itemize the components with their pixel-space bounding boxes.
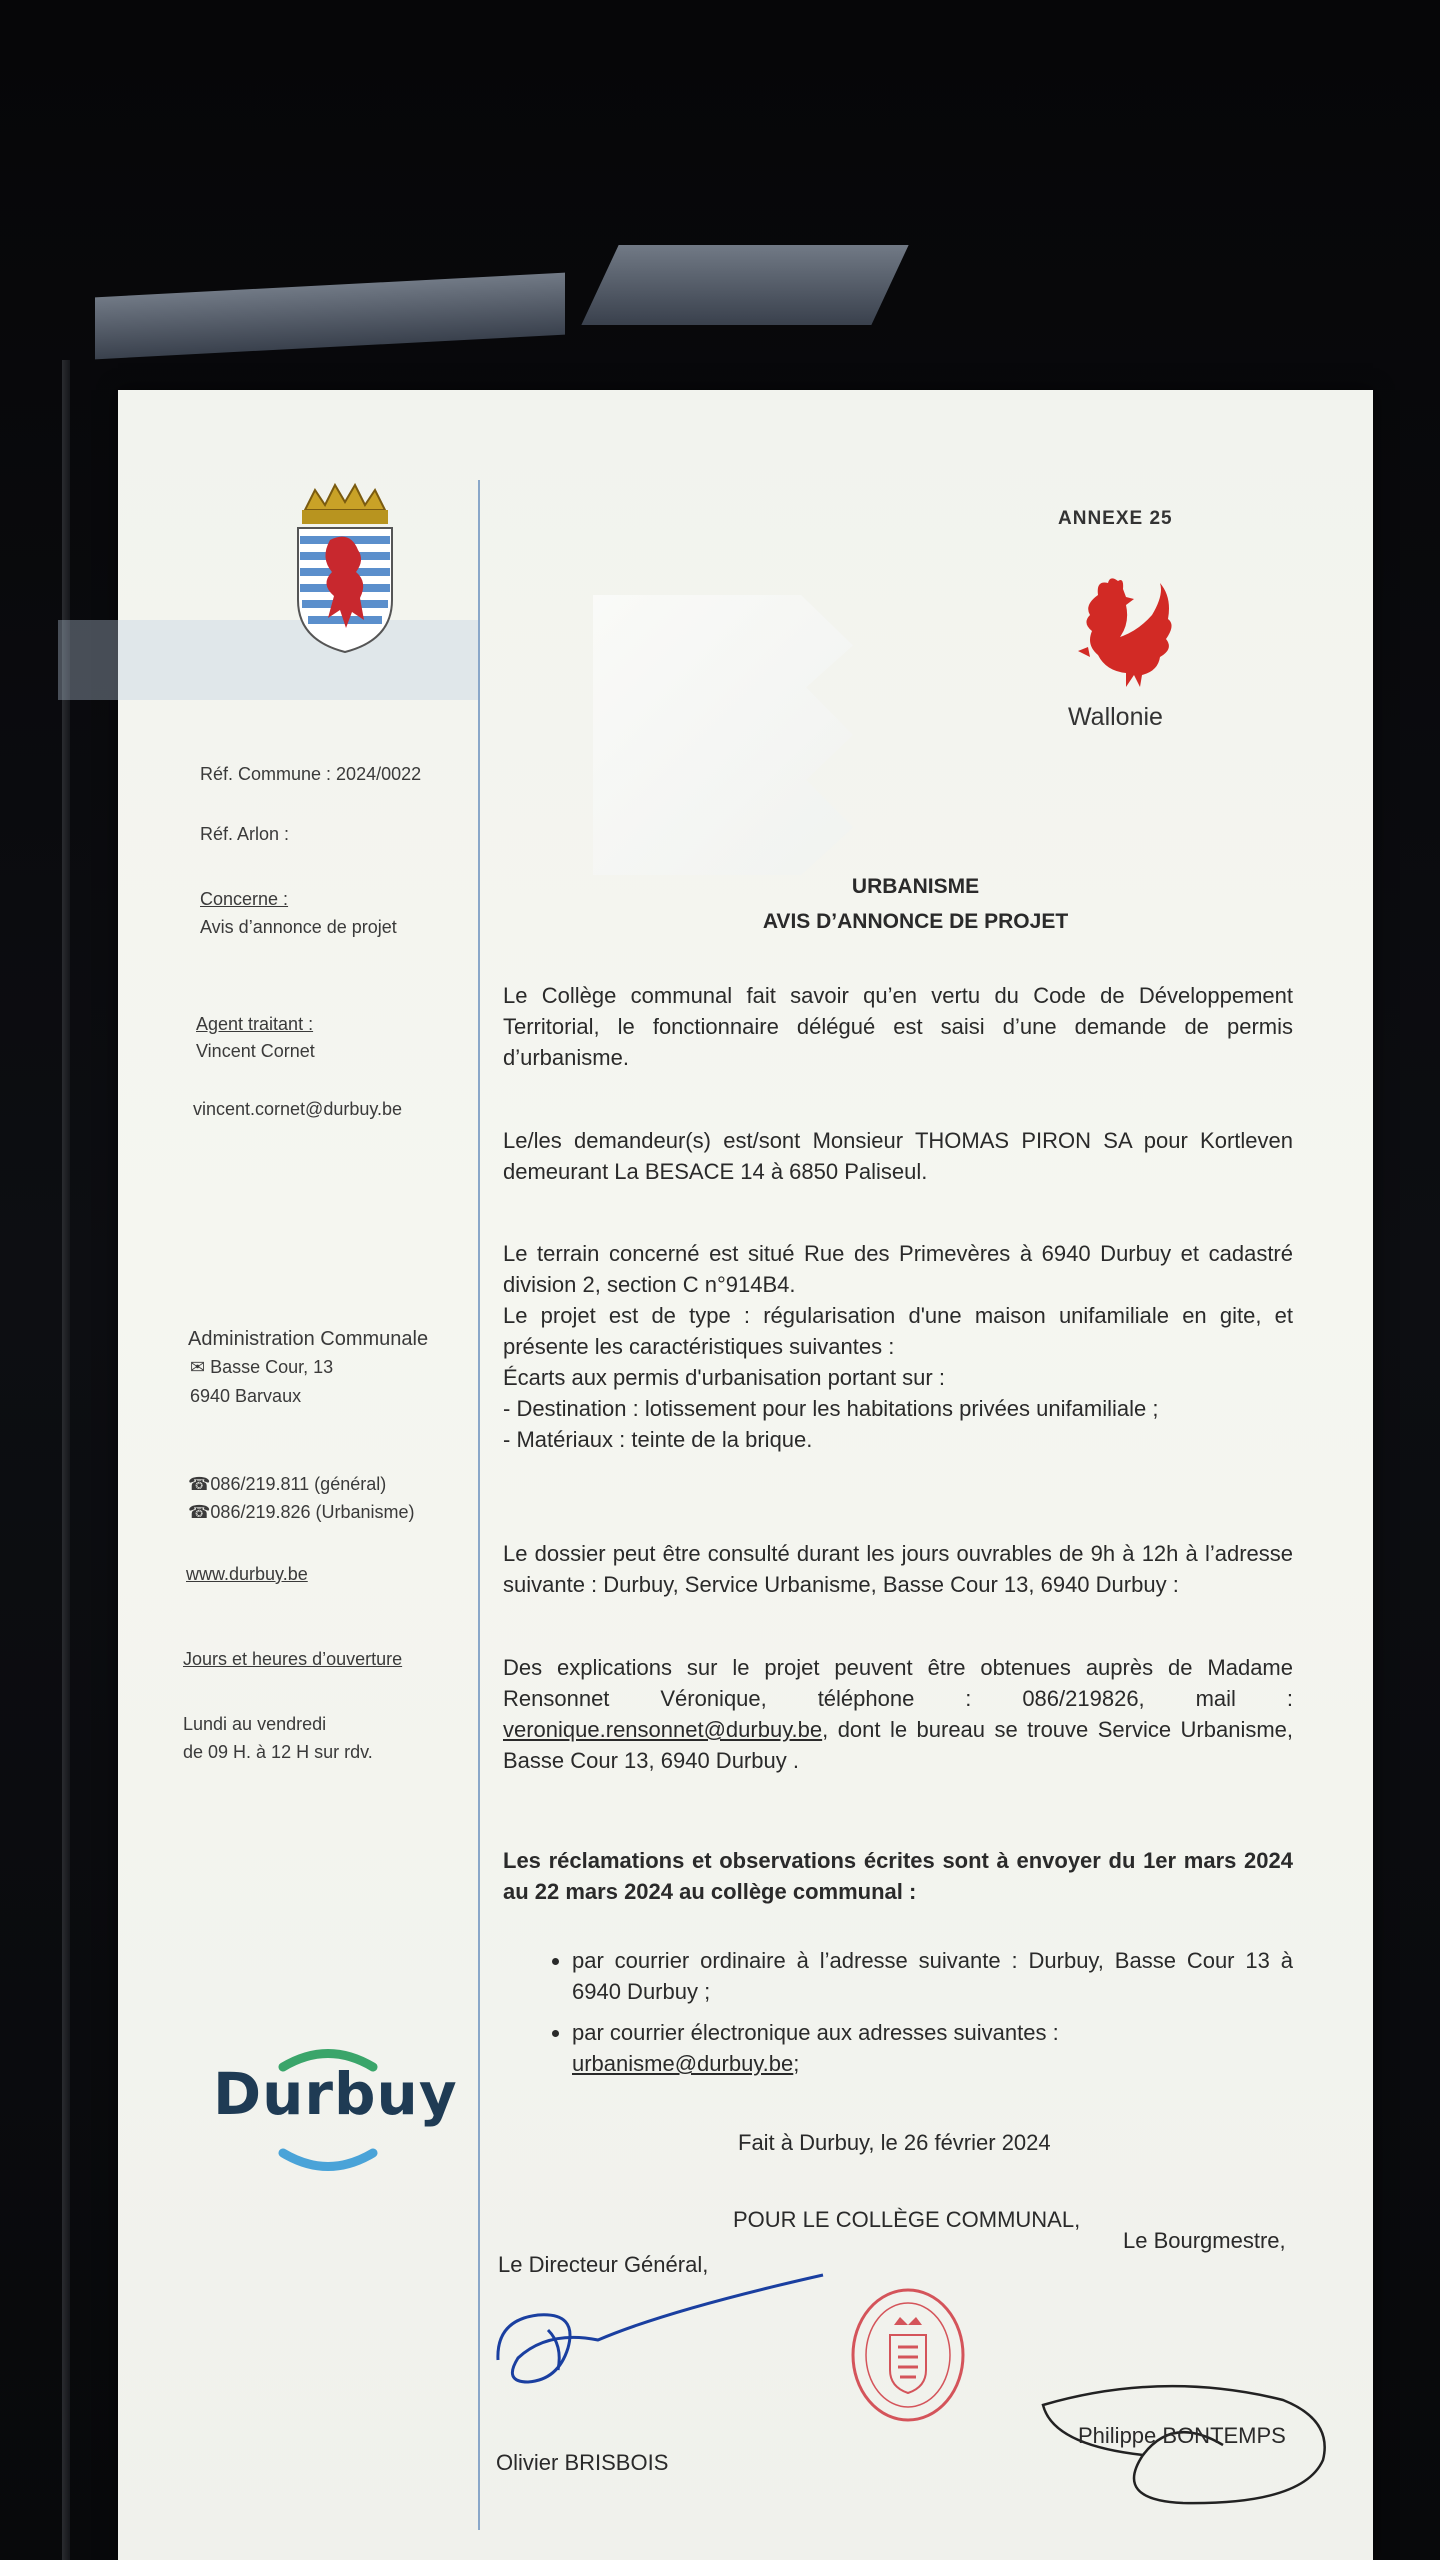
phone-urbanisme-text: 086/219.826 (Urbanisme) bbox=[210, 1502, 415, 1522]
wallonia-rooster-icon bbox=[1068, 575, 1178, 695]
paragraph-applicant-text: Le/les demandeur(s) est/sont Monsieur THOMAS PIRON SA pour Kortleven demeurant La BESACE 14 à 6850 Paliseul. bbox=[503, 1128, 1293, 1184]
notice-subtitle: AVIS D’ANNONCE DE PROJET bbox=[762, 910, 1069, 933]
ref-arlon: Réf. Arlon : bbox=[200, 824, 290, 844]
notice-title: URBANISME bbox=[851, 875, 980, 898]
phone-general bbox=[188, 1470, 386, 1498]
glass-glare bbox=[58, 620, 478, 700]
list-item bbox=[572, 2017, 1293, 2079]
hours-label: Jours et heures d’ouverture bbox=[183, 1649, 403, 1669]
admin-street bbox=[190, 1353, 333, 1381]
director-signature bbox=[488, 2270, 848, 2400]
column-divider bbox=[478, 480, 480, 2530]
hours-time: de 09 H. à 12 H sur rdv. bbox=[183, 1742, 373, 1762]
admin-street-text: Basse Cour, 13 bbox=[210, 1357, 334, 1377]
email-submission-text: par courrier électronique aux adresses suivantes : bbox=[572, 2020, 1059, 2045]
phone-icon: ☎ bbox=[188, 1474, 211, 1494]
envelope-icon: ✉ bbox=[190, 1357, 211, 1377]
coat-of-arms-icon bbox=[290, 480, 400, 655]
phone-general-text: 086/219.811 (général) bbox=[210, 1474, 387, 1494]
agent-email[interactable]: vincent.cornet@durbuy.be bbox=[193, 1099, 403, 1119]
paragraph-contact bbox=[503, 1652, 1293, 1776]
project-deviations: Écarts aux permis d'urbanisation portant sur : bbox=[503, 1365, 945, 1390]
light-reflection bbox=[581, 245, 908, 325]
municipal-seal bbox=[848, 2285, 968, 2425]
glass-glare bbox=[593, 595, 853, 875]
list-item: • par courrier ordinaire à l’adresse suivante : Durbuy, Basse Cour 13 à 6940 Durbuy ; bbox=[572, 1945, 1293, 2007]
mayor-title: Le Bourgmestre, bbox=[1123, 2228, 1286, 2253]
durbuy-logo: Durbuy bbox=[213, 2060, 458, 2128]
project-location: Le terrain concerné est situé Rue des Primevères à 6940 Durbuy et cadastré division 2, section C n°914B4. bbox=[503, 1241, 1293, 1297]
contact-email-link[interactable]: veronique.rensonnet@durbuy.be bbox=[503, 1717, 823, 1742]
agent-label: Agent traitant : bbox=[196, 1014, 314, 1034]
college-heading: POUR LE COLLÈGE COMMUNAL, bbox=[733, 2207, 1081, 2232]
website-link[interactable]: www.durbuy.be bbox=[186, 1564, 308, 1584]
region-name: Wallonie bbox=[1068, 703, 1163, 731]
hours-days: Lundi au vendredi bbox=[183, 1714, 327, 1734]
concerne-value: Avis d’annonce de projet bbox=[200, 917, 397, 937]
light-reflection bbox=[95, 273, 565, 360]
director-name: Olivier BRISBOIS bbox=[496, 2450, 669, 2475]
paragraph-contact-text bbox=[503, 1652, 1293, 1776]
notice-document bbox=[118, 390, 1373, 2560]
paragraph-consultation-text: Le dossier peut être consulté durant les jours ouvrables de 9h à 12h à l’adresse suivante : Durbuy, Service Urbanisme, Basse Cour 13, 6940 Durbuy : bbox=[503, 1541, 1293, 1597]
director-title: Le Directeur Général, bbox=[498, 2252, 709, 2277]
paragraph-consultation bbox=[503, 1538, 1293, 1600]
contact-text-start: Des explications sur le projet peuvent être obtenues auprès de Madame Rensonnet Véronique, téléphone : 086/219826, mail : bbox=[503, 1655, 1293, 1711]
admin-city: 6940 Barvaux bbox=[190, 1386, 302, 1406]
project-destination: - Destination : lotissement pour les habitations privées unifamiliale ; bbox=[503, 1396, 1159, 1421]
agent-name: Vincent Cornet bbox=[196, 1041, 315, 1061]
admin-title: Administration Communale bbox=[188, 1328, 429, 1350]
ref-commune: Réf. Commune : 2024/0022 bbox=[200, 764, 422, 784]
phone-urbanisme bbox=[188, 1498, 415, 1526]
paragraph-claims-text: Les réclamations et observations écrites sont à envoyer du 1er mars 2024 au 22 mars 2024 au collège communal : bbox=[503, 1848, 1293, 1904]
contact-text-end: , dont le bureau se trouve Service Urbanisme, Basse Cour 13, 6940 Durbuy . bbox=[503, 1717, 1293, 1773]
concerne-label: Concerne : bbox=[200, 889, 289, 909]
paragraph-intro-text: Le Collège communal fait savoir qu’en vertu du Code de Développement Territorial, le fonctionnaire délégué est saisi d’une demande de permis d’urbanisme. bbox=[503, 983, 1293, 1070]
phone-icon: ☎ bbox=[188, 1502, 211, 1522]
paragraph-claims bbox=[503, 1845, 1293, 1907]
date-place: Fait à Durbuy, le 26 février 2024 bbox=[738, 2130, 1051, 2155]
submission-methods-list bbox=[528, 1945, 1293, 2089]
project-materials: - Matériaux : teinte de la brique. bbox=[503, 1427, 813, 1452]
project-type: Le projet est de type : régularisation d'une maison unifamiliale en gite, et présente les caractéristiques suivantes : bbox=[503, 1303, 1293, 1359]
paragraph-applicant bbox=[503, 1125, 1293, 1187]
annexe-number: ANNEXE 25 bbox=[1058, 508, 1173, 529]
paragraph-project bbox=[503, 1238, 1293, 1455]
email-submission-end: ; bbox=[793, 2051, 800, 2076]
paragraph-intro bbox=[503, 980, 1293, 1073]
mayor-name: Philippe BONTEMPS bbox=[1078, 2423, 1286, 2448]
urbanisme-email-link[interactable]: urbanisme@durbuy.be bbox=[572, 2051, 794, 2076]
